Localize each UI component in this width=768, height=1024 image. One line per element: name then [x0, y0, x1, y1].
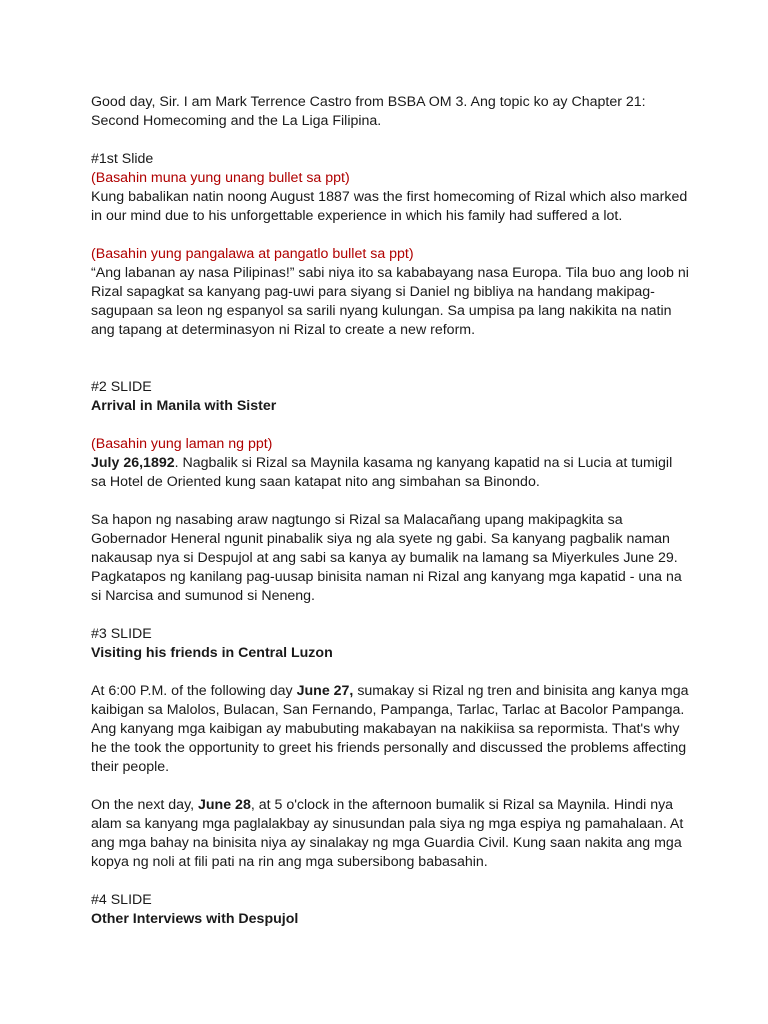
slide2-title [91, 397, 691, 416]
slide3-title-text: Visiting his friends in Central Luzon [91, 645, 333, 661]
slide3-paragraph1-start: At 6:00 P.M. of the following day [91, 683, 297, 699]
slide2-paragraph1 [91, 454, 691, 492]
slide1-paragraph1: Kung babalikan natin noong August 1887 was the first homecoming of Rizal which also marked in our mind due to his unforgettable experience in which his family had suffered a lot. [91, 189, 688, 224]
slide3-paragraph2 [91, 796, 691, 872]
slide1-note1: (Basahin muna yung unang bullet sa ppt) [91, 170, 350, 186]
slide4-title [91, 910, 691, 929]
slide3-paragraph2-text: , at 5 o'clock in the afternoon bumalik si Rizal sa Maynila. Hindi nya alam sa kanyang mga paglalakbay ay sinusundan pala siya ng mga espiya ng pamahalaan. At ang mga bahay na binisita niya ay sinalakay ng mga Guardia Civil. Kung saan nakita ang mga kopya ng noli at fili pati na rin ang mga subersibong babasahin. [91, 797, 684, 870]
slide3-paragraph1-text: sumakay si Rizal ng tren and binisita ang kanya mga kaibigan sa Malolos, Bulacan, San Fernando, Pampanga, Tarlac, Tarlac at Bacolor Pampanga. Ang kanyang mga kaibigan ay mabubuting makabayan na nakikiisa sa repormista. That's why he the took the opportunity to greet his friends personally and discussed the problems affecting their people. [91, 683, 689, 775]
slide3-date1: June 27, [296, 683, 354, 699]
slide3-label: #3 SLIDE [91, 626, 152, 642]
intro-paragraph: Good day, Sir. I am Mark Terrence Castro from BSBA OM 3. Ang topic ko ay Chapter 21: Second Homecoming and the La Liga Filipina. [91, 94, 646, 129]
slide2-title-text: Arrival in Manila with Sister [91, 398, 277, 414]
slide2-paragraph2: Sa hapon ng nasabing araw nagtungo si Rizal sa Malacañang upang makipagkita sa Gobernador Heneral ngunit pinabalik siya ng ala syete ng gabi. Sa kanyang pagbalik naman nakausap nya si Despujol at ang sabi sa kanya ay bumalik na lamang sa Miyerkules June 29. Pagkatapos ng kanilang pag-uusap binisita naman ni Rizal ang kanyang mga kapatid - una na si Narcisa and sumunod si Neneng. [91, 512, 682, 604]
slide1-note2: (Basahin yung pangalawa at pangatlo bullet sa ppt) [91, 246, 414, 262]
slide3-paragraph1 [91, 682, 691, 777]
slide2-date: July 26,1892 [91, 455, 175, 471]
slide3-title [91, 644, 691, 663]
slide2-paragraph1-text: . Nagbalik si Rizal sa Maynila kasama ng kanyang kapatid na si Lucia at tumigil sa Hotel de Oriented kung saan katapat nito ang simbahan sa Binondo. [91, 455, 673, 490]
slide3-paragraph2-start: On the next day, [91, 797, 198, 813]
slide4-title-text: Other Interviews with Despujol [91, 911, 299, 927]
document-body [91, 93, 691, 929]
slide3-date2: June 28 [198, 797, 251, 813]
slide1-label: #1st Slide [91, 151, 154, 167]
slide4-label: #4 SLIDE [91, 892, 152, 908]
slide1-paragraph2: “Ang labanan ay nasa Pilipinas!” sabi niya ito sa kababayang nasa Europa. Tila buo ang loob ni Rizal sapagkat sa kanyang pag-uwi para siyang si Daniel ng bibliya na handang makipag-sagupaan sa leon ng espanyol sa sarili nyang kulungan. Sa umpisa pa lang nakikita na natin ang tapang at determinasyon ni Rizal to create a new reform. [91, 265, 689, 338]
slide2-label: #2 SLIDE [91, 379, 152, 395]
slide2-note: (Basahin yung laman ng ppt) [91, 436, 273, 452]
